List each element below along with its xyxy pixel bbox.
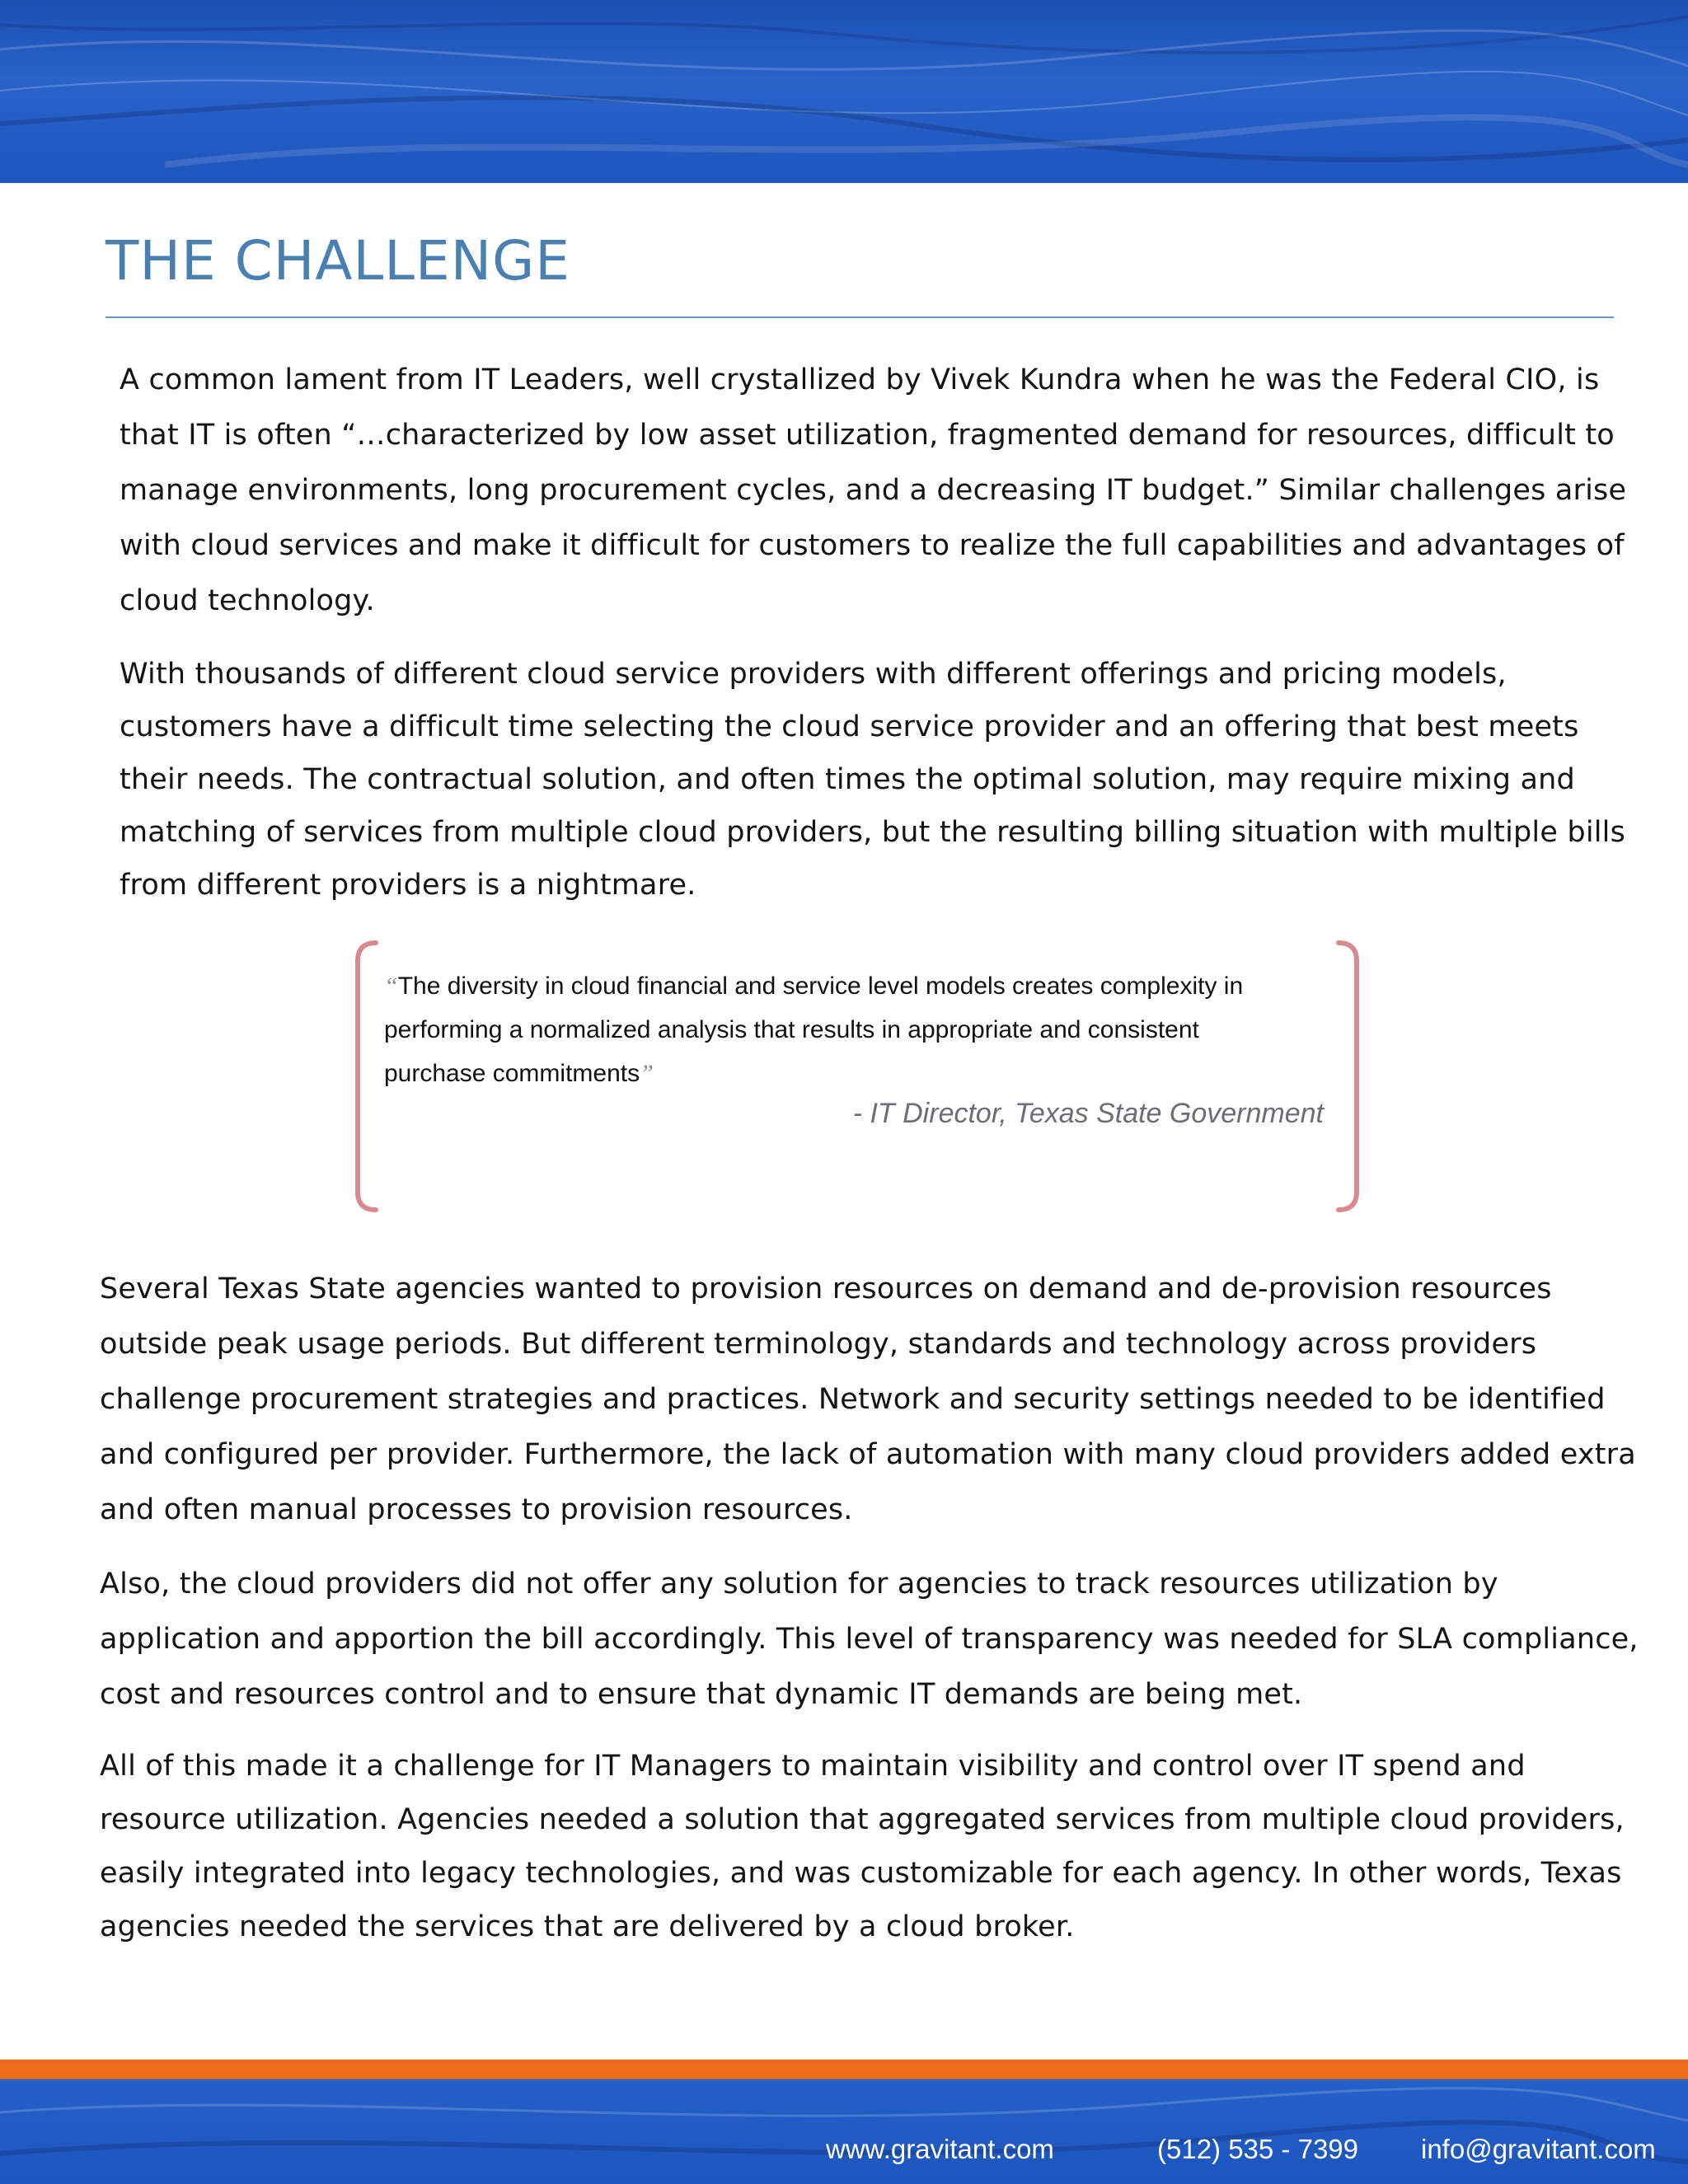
body-paragraph: With thousands of different cloud service providers with different offerings and pricing models, customers have a difficult time selecting the cloud service provider and an offering that best meets their needs. The contractual solution, and often times the optimal solution, may require mixing and matching of services from multiple cloud providers, but the resulting billing situation with multiple bills from different providers is a nightmare.: [120, 658, 1626, 902]
footer-phone: (512) 535 - 7399: [1157, 2134, 1359, 2164]
footer-swoosh-graphic: [0, 2079, 1688, 2184]
body-paragraph: A common lament from IT Leaders, well crystallized by Vivek Kundra when he was the Federal CIO, is that IT is often “…characterized by low asset utilization, fragmented demand for resources, difficult to manage environments, long procurement cycles, and a decreasing IT budget.” Similar challenges arise with cloud services and make it difficult for customers to realize the full capabilities and advantages of cloud technology.: [120, 363, 1627, 617]
pull-quote: [354, 940, 1360, 1213]
body-paragraph: Also, the cloud providers did not offer any solution for agencies to track resources utilization by application and apportion the bill accordingly. This level of transparency was needed for SLA compliance, cost and resources control and to ensure that dynamic IT demands are being met.: [100, 1568, 1639, 1711]
header-banner: [0, 0, 1688, 183]
footer-email-link[interactable]: info@gravitant.com: [1421, 2134, 1656, 2164]
quote-text: [384, 964, 1291, 1095]
footer-accent-stripe: [0, 2060, 1688, 2079]
left-bracket-icon: [354, 940, 379, 1213]
title-divider: [106, 316, 1614, 318]
page-title: THE CHALLENGE: [106, 229, 570, 293]
quote-body: The diversity in cloud financial and service level models creates complexity in performing a normalized analysis that results in appropriate and consistent purchase commitments: [384, 972, 1244, 1087]
body-paragraph: Several Texas State agencies wanted to provision resources on demand and de-provision resources outside peak usage periods. But different terminology, standards and technology across providers challenge procurement strategies and practices. Network and security settings needed to be identified and configured per provider. Furthermore, the lack of automation with many cloud providers added extra and often manual processes to provision resources.: [100, 1272, 1636, 1526]
header-swoosh-graphic: [0, 0, 1688, 183]
quote-attribution: - IT Director, Texas State Government: [852, 1098, 1324, 1129]
body-paragraph: All of this made it a challenge for IT Managers to maintain visibility and control over IT spend and resource utilization. Agencies needed a solution that aggregated services from multiple cloud providers, easily integrated into legacy technologies, and was customizable for each agency. In other words, Texas agencies needed the services that are delivered by a cloud broker.: [100, 1750, 1625, 1943]
close-quote-mark: ”: [640, 1060, 654, 1087]
right-bracket-icon: [1335, 940, 1360, 1213]
open-quote-mark: “: [384, 972, 398, 1000]
footer-banner: [0, 2079, 1688, 2184]
footer-website-link[interactable]: www.gravitant.com: [826, 2134, 1054, 2164]
